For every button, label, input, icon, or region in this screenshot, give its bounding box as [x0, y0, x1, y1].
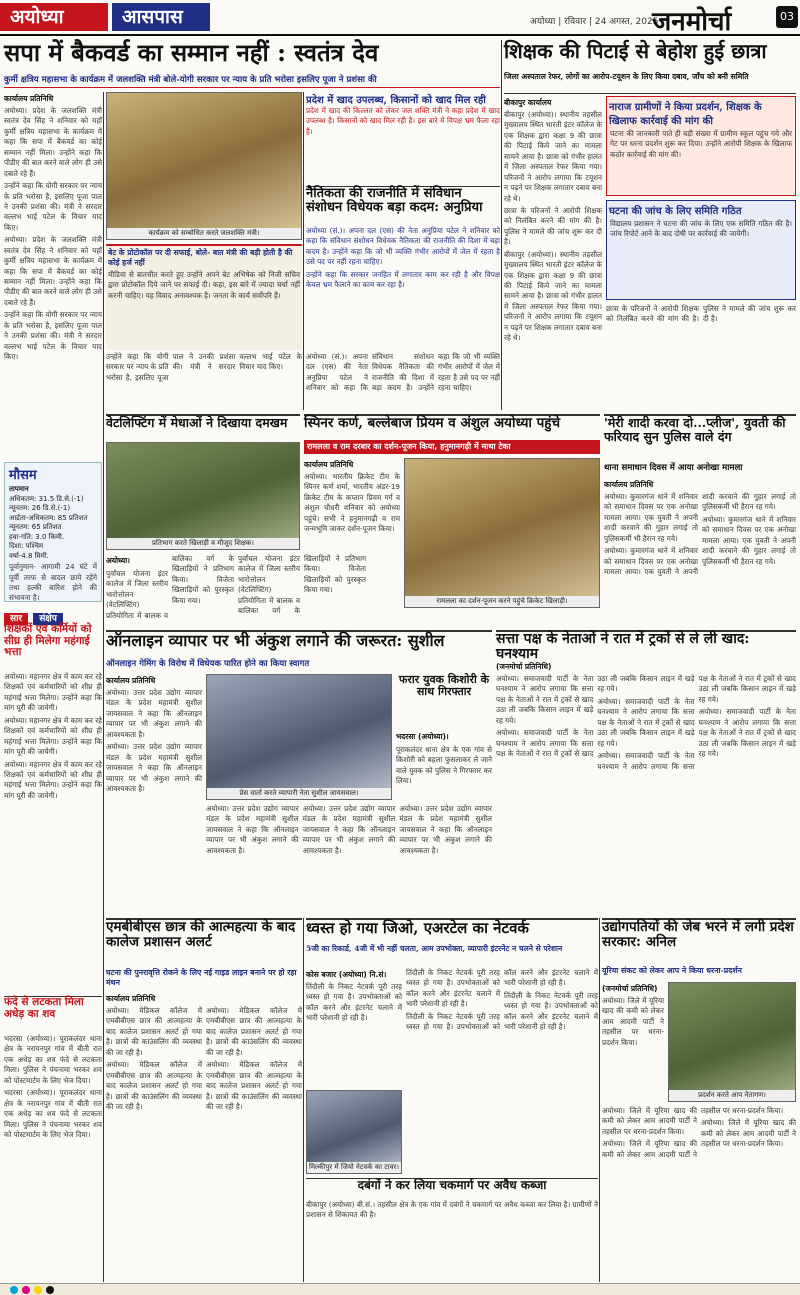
story1-deck-box — [4, 74, 500, 88]
sidebar-body1 — [4, 672, 102, 992]
story1-para2: उन्होंने कहा कि योगी सरकार पर न्याय के प्रति भरोसा है, इसलिए पूजा पाल ने उनकी प्रशंसा की। मंत्री ने सरदार वल्लभ भाई पटेल के विचार याद किए। — [4, 181, 102, 232]
story7-headline[interactable]: 'मेरी शादी करवा दो...प्लीज', युवती की फरियाद सुन पुलिस वाले दंग — [604, 415, 786, 444]
yellow-mark — [34, 1286, 42, 1294]
story12-photo-caption: मिल्कीपुर में जियो नेटवर्क का टावर। — [309, 1163, 399, 1171]
story3-headline[interactable]: प्रदेश में खाद उपलब्ध, किसानों को खाद मिल रही — [306, 95, 486, 106]
weather-row: अधिकतम: 31.5 डि.से.(-1) — [9, 495, 84, 503]
masthead — [0, 0, 800, 36]
sidebar-headline2-box — [4, 996, 102, 1032]
story7-deck-box — [604, 462, 796, 476]
story10-byline: (जनमोर्चा प्रतिनिधि) — [496, 662, 552, 671]
newspaper-brand: जनमोर्चा — [652, 7, 732, 37]
story12-headline-box — [306, 918, 598, 944]
story6-byline: कार्यालय प्रतिनिधि — [304, 460, 354, 469]
story7-headline-box — [604, 414, 796, 460]
story6-text — [304, 458, 400, 626]
story12-photo — [306, 1090, 402, 1174]
story6-photo — [404, 458, 600, 608]
weather-subtitle: तापमान — [9, 485, 29, 493]
story1-note-headline: बेट के प्रोटोकॉल पर दी सफाई, बोले- बात मंत्री की बड़ी होती है की कोई हर्ज नहीं — [108, 248, 293, 267]
story11-para-cont2: अयोध्या। मेडिकल कॉलेज में एमबीबीएस छात्र की आत्महत्या के बाद कालेज प्रशासन अलर्ट हो गया है। छात्रों की काउंसलिंग की व्यवस्था की जा रही है। — [206, 1006, 302, 1057]
story2-deck: जिला अस्पताल रेफर, लोगों का आरोप-टयूशन के लिए किया दबाव, जाँच को बनी समिति — [504, 72, 749, 81]
weather-row: न्यूनतम: 26 डि.से.(-1) — [9, 504, 71, 513]
story8-para-cont2: अयोध्या। उत्तर प्रदेश उद्योग व्यापार मंडल के प्रदेश महामंत्री सुशील जायसवाल ने कहा कि ऑनलाइन व्यापार पर भी अंकुश लगाने की आवश्यकता है। — [206, 804, 299, 855]
sidebar-headline2[interactable]: फंदे से लटकता मिला अधेड़ का शव — [4, 996, 84, 1020]
sidebar-body1-para: अयोध्या। महानगर क्षेत्र में काम कर रहे शिक्षकों एवं कर्मचारियों को शीघ्र ही महंगाई भत्ता मिलेगा। उन्होंने कहा कि मांग पूरी की जायेगी। — [4, 672, 102, 713]
story1-note — [106, 244, 302, 350]
story4-continued: अयोध्या (सं.)। अपना दल (एस) की नेता अनुप्रिया पटेल ने शनिवार को कहा कि संविधान संशोधन विधेयक नैतिकता की राजनीति की दिशा में बड़ा कदम है। उन्होंने कहा कि जो भी व्यक्ति गंभीर आरोपों में जेल में रहता है उसे पद पर नहीं रहना चाहिए। — [306, 352, 500, 393]
story2-col1 — [504, 96, 602, 408]
story7-para-cont2: अयोध्या। कुमारगंज थाने में शनिवार को समाधान दिवस पर एक अनोखा मामला आया। एक युवती ने अपनी शादी करवाने की गुहार लगाई तो पुलिसकर्मी भी हैरान रह गये। — [702, 514, 796, 566]
story12-para-cont2: तिंदौली के निकट नेटवर्क पूरी तरह ध्वस्त हो गया है। उपभोक्ताओं को कॉल करने और इंटरनेट चलाने में भारी परेशानी हो रही है। — [406, 968, 598, 1032]
column-rule — [501, 40, 502, 410]
section-tab-aaspaas[interactable]: आसपास — [112, 3, 210, 31]
story1-para2-cont: उन्होंने कहा कि योगी सरकार पर न्याय के प्रति भरोसा है, इसलिए पूजा पाल ने उनकी प्रशंसा की। मंत्री ने सरदार वल्लभ भाई पटेल के विचार याद किए। — [4, 310, 102, 362]
story2-extra: छात्रा के परिजनों ने आरोपी शिक्षक को निलंबित करने की मांग की है। पुलिस ने मामले की जांच शुरू कर दी है। — [504, 205, 602, 247]
story4-para1: अयोध्या (सं.)। अपना दल (एस) की नेता अनुप्रिया पटेल ने शनिवार को कहा कि संविधान संशोधन विधेयक नैतिकता की राजनीति की दिशा में बड़ा कदम है। उन्होंने कहा कि जो भी व्यक्ति गंभीर आरोपों में जेल में रहता है उसे पद पर नहीं रहना चाहिए। — [306, 226, 500, 267]
magenta-mark — [22, 1286, 30, 1294]
story1-text-col — [4, 92, 102, 458]
story6-headline[interactable]: स्पिनर कर्ण, बल्लेबाज प्रियम व अंशुल अयोध्या पहुंचे — [304, 415, 561, 431]
story2-para-cont: बीकापुर (अयोध्या)। स्थानीय तहसील मुख्यालय स्थित भारती इंटर कॉलेज के एक शिक्षक द्वारा कक्षा 9 की छात्रा की पिटाई किये जाने का मामला सामने आया है। छात्रा को गंभीर हालत में जिला अस्पताल रेफर किया गया। परिजनों ने आरोप लगाया कि टयूशन न पढ़ने पर शिक्षक लगातार दबाव बना रहे थे। — [504, 249, 602, 343]
column-rule — [303, 918, 304, 1282]
weather-row: वर्षा-4.8 मिमी. — [9, 551, 49, 560]
story13-body: बीकापुर (अयोध्या) बी.सं.। तहसील क्षेत्र के एक गांव में दबंगों ने चकमार्ग पर अवैध कब्जा कर लिया है। ग्रामीणों ने प्रशासन से शिकायत की है। — [306, 1200, 598, 1220]
story1-continued: उन्होंने कहा कि योगी सरकार पर न्याय के प्रति भरोसा है, इसलिए पूजा पाल ने उनकी प्रशंसा की। मंत्री ने सरदार वल्लभ भाई पटेल के विचार याद किए। — [106, 352, 302, 382]
story8-para: अयोध्या। उत्तर प्रदेश उद्योग व्यापार मंडल के प्रदेश महामंत्री सुशील जायसवाल ने कहा कि ऑनलाइन व्यापार पर भी अंकुश लगाने की आवश्यकता है। — [106, 688, 202, 739]
story14-para-cont2: अयोध्या। जिले में यूरिया खाद की कमी को लेकर आम आदमी पार्टी ने तहसील पर धरना-प्रदर्शन किया। — [602, 1106, 784, 1159]
story6-photo-caption: रामलला का दर्शन-पूजन करने पहुंचे क्रिकेट खिलाड़ी। — [405, 596, 599, 607]
black-mark — [46, 1286, 54, 1294]
story1-para1: अयोध्या। प्रदेश के जलशक्ति मंत्री स्वतंत्र देव सिंह ने शनिवार को यहाँ कुर्मी क्षत्रिय महासभा के कार्यक्रम में कहा कि सपा में बैकवर्ड का कोई सम्मान नहीं मिला। उन्होंने कहा कि पीडीए की बात करने वाले लोग ही उसे दबाते रहे हैं। — [4, 106, 102, 178]
weather-row: दिशा: पश्चिम — [9, 542, 44, 551]
column-rule — [103, 92, 104, 1282]
sidebar-tag-saar: सार — [4, 613, 28, 625]
sidebar-tag-sankshep: संक्षेप — [33, 613, 63, 625]
story11-para-cont: अयोध्या। मेडिकल कॉलेज में एमबीबीएस छात्र की आत्महत्या के बाद कालेज प्रशासन अलर्ट हो गया है। छात्रों की काउंसलिंग की व्यवस्था की जा रही है। — [106, 1060, 202, 1111]
story8-deck-box — [106, 658, 492, 672]
story5-body — [106, 554, 366, 626]
column-rule — [303, 92, 304, 410]
page-number: 03 — [776, 6, 798, 28]
story11-para: अयोध्या। मेडिकल कॉलेज में एमबीबीएस छात्र की आत्महत्या के बाद कालेज प्रशासन अलर्ट हो गया है। छात्रों की काउंसलिंग की व्यवस्था की जा रही है। — [106, 1006, 202, 1057]
registration-strip — [0, 1283, 800, 1295]
story8-text — [106, 674, 202, 914]
story5-headline[interactable]: वेटलिफ्टिंग में मेधाओं ने दिखाया दमखम — [106, 415, 288, 430]
story10-headline[interactable]: सत्ता पक्ष के नेताओं ने रात में ट्रकों से ले ली खाद: घनश्याम — [496, 631, 750, 663]
sidebar-headline1-box — [4, 624, 102, 670]
story11-body-box — [106, 992, 302, 1282]
story4-headline[interactable]: नैतिकता की राजनीति में संविधान संशोधन विधेयक बड़ा कदम: अनुप्रिया — [306, 186, 483, 216]
story10-headline-box — [496, 630, 796, 663]
story2-byline: बीकापुर कार्यालय — [504, 98, 552, 107]
story14-para: अयोध्या। जिले में यूरिया खाद की कमी को लेकर आम आदमी पार्टी ने तहसील पर धरना-प्रदर्शन किया। — [602, 996, 664, 1047]
section-tab-ayodhya[interactable]: अयोध्या — [0, 3, 108, 31]
weather-box — [4, 462, 102, 602]
column-rule — [599, 918, 600, 1282]
story1-photo-caption: कार्यक्रम को सम्बोधित करते जलशक्ति मंत्री। — [107, 228, 301, 239]
story10-para-cont4: अयोध्या। समाजवादी पार्टी के नेता घनश्याम ने आरोप लगाया कि सत्ता पक्ष के नेताओं ने रात में ट्रकों से खाद उठा ली जबकि किसान लाइन में खड़े रह गये। — [698, 707, 796, 759]
story2-box2 — [606, 200, 796, 300]
story14-continued — [602, 1106, 796, 1282]
story9-headline-box — [396, 674, 492, 728]
story2-box2-title: घटना की जांच के लिए समिति गठित — [609, 206, 742, 217]
story8-continued — [206, 804, 492, 914]
story5-byline: अयोध्या। — [106, 556, 130, 565]
story12-headline[interactable]: ध्वस्त हो गया जिओ, एअरटेल का नेटवर्क — [306, 919, 529, 937]
story11-headline-box — [106, 918, 302, 968]
story14-deck: यूरिया संकट को लेकर आप ने किया धरना-प्रदर्शन — [602, 966, 742, 975]
story4-para2: उन्होंने कहा कि सरकार जनहित में लगातार काम कर रही है और विपक्ष केवल भ्रम फैलाने का काम कर रहा है। — [306, 269, 500, 290]
sidebar-body1-cont: अयोध्या। महानगर क्षेत्र में काम कर रहे शिक्षकों एवं कर्मचारियों को शीघ्र ही महंगाई भत्ता मिलेगा। उन्होंने कहा कि मांग पूरी की जायेगी। — [4, 715, 102, 757]
story10-para-cont3: अयोध्या। समाजवादी पार्टी के नेता घनश्याम ने आरोप लगाया कि सत्ता पक्ष के नेताओं ने रात में ट्रकों से खाद उठा ली जबकि किसान लाइन में खड़े रह गये। — [597, 674, 796, 771]
cyan-mark — [10, 1286, 18, 1294]
story8-para-cont: अयोध्या। उत्तर प्रदेश उद्योग व्यापार मंडल के प्रदेश महामंत्री सुशील जायसवाल ने कहा कि ऑनलाइन व्यापार पर भी अंकुश लगाने की आवश्यकता है। — [106, 742, 202, 793]
story11-para-cont3: अयोध्या। मेडिकल कॉलेज में एमबीबीएस छात्र की आत्महत्या के बाद कालेज प्रशासन अलर्ट हो गया है। छात्रों की काउंसलिंग की व्यवस्था की जा रही है। — [206, 1060, 302, 1111]
story8-byline: कार्यालय प्रतिनिधि — [106, 676, 156, 685]
story14-para-cont: अयोध्या। जिले में यूरिया खाद की कमी को लेकर आम आदमी पार्टी ने तहसील पर धरना-प्रदर्शन किया। — [602, 1106, 697, 1136]
story14-deck-box — [602, 966, 796, 980]
story6-para: अयोध्या। भारतीय क्रिकेट टीम के स्पिनर कर्ण शर्मा, भारतीय अंडर-19 क्रिकेट टीम के कप्तान प्रियम गर्ग व अंशुल चौधरी शनिवार को अयोध्या पहुंचे। सभी ने हनुमानगढ़ी व राम जन्मभूमि जाकर दर्शन-पूजन किया। — [304, 472, 400, 534]
story12-deck-box — [306, 944, 598, 966]
story6-deck: रामलला व राम दरबार का दर्शन-पूजन किया, हनुमानगढ़ी में माथा टेका — [304, 440, 600, 454]
story12-text — [306, 968, 402, 1088]
story14-para-cont3: अयोध्या। जिले में यूरिया खाद की कमी को लेकर आम आदमी पार्टी ने तहसील पर धरना-प्रदर्शन किया। — [701, 1118, 796, 1149]
story9-body — [396, 730, 492, 802]
story10-para: अयोध्या। समाजवादी पार्टी के नेता घनश्याम ने आरोप लगाया कि सत्ता पक्ष के नेताओं ने रात में ट्रकों से खाद उठा ली जबकि किसान लाइन में खड़े रह गये। — [496, 674, 594, 725]
story14-photo-caption: प्रदर्शन करते आप नेतागण। — [669, 1090, 795, 1101]
story7-para-cont: अयोध्या। कुमारगंज थाने में शनिवार को समाधान दिवस पर एक अनोखा मामला आया। एक युवती ने अपनी शादी करवाने की गुहार लगाई तो पुलिसकर्मी भी हैरान रह गये। — [604, 492, 796, 577]
story12-byline: कोस बजार (अयोध्या) नि.सं। — [306, 970, 387, 979]
story5-para-cont: पुर्वांचल योजना इंटर कालेज में जिला स्तरीय भारोत्तोलन (वेटलिफ्टिंग) प्रतियोगिता में बालक व बालिका वर्ग के खिलाड़ियों ने प्रतिभाग किया। विजेता खिलाड़ियों को पुरस्कृत किया गया। — [238, 554, 366, 616]
story12-continued — [406, 968, 598, 1174]
story8-para-cont4: अयोध्या। उत्तर प्रदेश उद्योग व्यापार मंडल के प्रदेश महामंत्री सुशील जायसवाल ने कहा कि ऑनलाइन व्यापार पर भी अंकुश लगाने की आवश्यकता है। — [399, 804, 492, 855]
story12-para-cont3: तिंदौली के निकट नेटवर्क पूरी तरह ध्वस्त हो गया है। उपभोक्ताओं को कॉल करने और इंटरनेट चलाने में भारी परेशानी हो रही है। — [504, 990, 598, 1032]
story2-box — [606, 96, 796, 196]
story7-body-box — [604, 478, 796, 628]
story12-para: तिंदौली के निकट नेटवर्क पूरी तरह ध्वस्त हो गया है। उपभोक्ताओं को कॉल करने और इंटरनेट चलाने में भारी परेशानी हो रही है। — [306, 982, 402, 1023]
story8-deck: ऑनलाइन गेमिंग के विरोध में विधेयक पारित होने का किया स्वागत — [106, 659, 310, 669]
story2-para: बीकापुर (अयोध्या)। स्थानीय तहसील मुख्यालय स्थित भारती इंटर कॉलेज के एक शिक्षक द्वारा कक्षा 9 की छात्रा की पिटाई किये जाने का मामला सामने आया है। छात्रा को गंभीर हालत में जिला अस्पताल रेफर किया गया। परिजनों ने आरोप लगाया कि टयूशन न पढ़ने पर शिक्षक लगातार दबाव बना रहे थे। — [504, 110, 602, 203]
story7-byline: कार्यालय प्रतिनिधि — [604, 480, 654, 489]
story2-box-body: घटना की जानकारी पाते ही बड़ी संख्या में ग्रामीण स्कूल पहुंच गये और गेट पर धरना प्रदर्शन शुरू कर दिया। उन्होंने आरोपी शिक्षक के खिलाफ कठोर कार्रवाई की मांग की। — [610, 129, 792, 159]
story5-para: पुर्वांचल योजना इंटर कालेज में जिला स्तरीय भारोत्तोलन (वेटलिफ्टिंग) प्रतियोगिता में बालक व बालिका वर्ग के खिलाड़ियों ने प्रतिभाग किया। विजेता खिलाड़ियों को पुरस्कृत किया गया। — [106, 554, 234, 620]
story3-box — [306, 92, 500, 184]
story1-deck: कुर्मी क्षत्रिय महासभा के कार्यक्रम में जलशक्ति मंत्री बोले-योगी सरकार पर न्याय के प्रति भरोसा इसलिए पूजा ने प्रशंसा की — [4, 75, 377, 85]
story5-photo — [106, 442, 300, 550]
issue-date: अयोध्या | रविवार | 24 अगस्त, 2025 — [530, 17, 659, 27]
story14-byline: (जनमोर्चा प्रतिनिधि) — [602, 984, 658, 993]
story8-headline-box — [106, 630, 492, 658]
story10-body-box — [496, 660, 796, 914]
story8-headline[interactable]: ऑनलाइन व्यापार पर भी अंकुश लगाने की जरूरत: सुशील — [106, 631, 445, 650]
weather-forecast: पूर्वानुमान- आगामी 24 घंटे में पूर्वी तरफ से बादल छाये रहेंगे तथा हल्की बारिश होने की संभावना है। — [9, 562, 97, 603]
story8-photo — [206, 674, 392, 800]
story9-headline[interactable]: फरार युवक किशोरी के साथ गिरफ्तार — [398, 673, 490, 699]
story5-photo-caption: प्रतिभाग करते खिलाड़ी व मौजूद शिक्षक। — [107, 538, 299, 549]
story14-headline[interactable]: उद्योगपतियों की जेब भरने में लगी प्रदेश सरकार: अनिल — [602, 919, 794, 950]
story14-text — [602, 982, 664, 1102]
story11-headline[interactable]: एमबीबीएस छात्र की आत्महत्या के बाद कालेज प्रशासन अलर्ट — [106, 919, 296, 950]
sidebar-body2-para: भदरसा (अयोध्या)। पूराकलंदर थाना क्षेत्र के नरायनपुर गांव में बीती रात एक अधेड़ का शव फंदे से लटकता मिला। पुलिस ने पंचनामा भरकर शव को पोस्टमार्टम के लिए भेज दिया। — [4, 1034, 102, 1085]
story11-deck-box — [106, 968, 302, 990]
weather-row: हवा-गति: 3.0 किमी. — [9, 532, 65, 541]
story1-photo — [106, 92, 302, 240]
sidebar-body2-cont: भदरसा (अयोध्या)। पूराकलंदर थाना क्षेत्र के नरायनपुर गांव में बीती रात एक अधेड़ का शव फंदे से लटकता मिला। पुलिस ने पंचनामा भरकर शव को पोस्टमार्टम के लिए भेज दिया। — [4, 1088, 102, 1139]
story10-para-cont: अयोध्या। समाजवादी पार्टी के नेता घनश्याम ने आरोप लगाया कि सत्ता पक्ष के नेताओं ने रात में ट्रकों से खाद उठा ली जबकि किसान लाइन में खड़े रह गये। — [496, 674, 695, 759]
story7-para: अयोध्या। कुमारगंज थाने में शनिवार को समाधान दिवस पर एक अनोखा मामला आया। एक युवती ने अपनी शादी करवाने की गुहार लगाई तो पुलिसकर्मी भी हैरान रह गये। — [604, 492, 698, 543]
story5-headline-box — [106, 414, 300, 440]
story4-headline-box — [306, 186, 500, 222]
story1-byline: कार्यालय प्रतिनिधि — [4, 94, 54, 103]
story6-headline-box — [304, 414, 600, 440]
story2-continued: छात्रा के परिजनों ने आरोपी शिक्षक को निलंबित करने की मांग की है। पुलिस ने मामले की जांच शुरू कर दी है। — [606, 304, 796, 324]
story2-deck-box — [504, 72, 796, 94]
story14-headline-box — [602, 918, 796, 964]
story2-box2-body: विद्यालय प्रशासन ने घटना की जांच के लिए एक समिति गठित की है। जांच रिपोर्ट आने के बाद दोषी पर कार्रवाई की जायेगी। — [610, 219, 792, 239]
story4-body — [306, 226, 500, 350]
weather-row: न्यूनतम: 65 प्रतिशत — [9, 523, 62, 532]
story11-deck: घटना की पुनरावृत्ति रोकने के लिए नई गाइड लाइन बनाने पर हो रहा मंथन — [106, 968, 297, 987]
story10-para-cont2: अयोध्या। समाजवादी पार्टी के नेता घनश्याम ने आरोप लगाया कि सत्ता पक्ष के नेताओं ने रात में ट्रकों से खाद उठा ली जबकि किसान लाइन में खड़े रह गये। — [597, 696, 695, 748]
story13-headline-box — [306, 1178, 598, 1198]
story7-deck: थाना समाधान दिवस में आया अनोखा मामला — [604, 463, 743, 473]
sidebar-tag — [4, 606, 102, 622]
story12-para-cont: तिंदौली के निकट नेटवर्क पूरी तरह ध्वस्त हो गया है। उपभोक्ताओं को कॉल करने और इंटरनेट चलाने में भारी परेशानी हो रही है। — [406, 968, 500, 1009]
story11-byline: कार्यालय प्रतिनिधि — [106, 994, 156, 1003]
story1-note-body: मीडिया से बातचीत करते हुए उन्होंने अपने बेट अभिषेक को निजी सचिव द्वारा प्रोटोकॉल दिये जाने पर सफाई दी। कहा, इस बारे में ज्यादा चर्चा नहीं करनी चाहिए। यह विवाद अनावश्यक है। जनता के कार्य सर्वोपरि हैं। — [108, 270, 300, 300]
story9-byline: भदरसा (अयोध्या)। — [396, 732, 449, 741]
story2-headline-box — [504, 40, 796, 72]
story8-photo-caption: प्रेस वार्ता करते व्यापारी नेता सुशील जायसवाल। — [207, 788, 391, 799]
story8-para-cont3: अयोध्या। उत्तर प्रदेश उद्योग व्यापार मंडल के प्रदेश महामंत्री सुशील जायसवाल ने कहा कि ऑनलाइन व्यापार पर भी अंकुश लगाने की आवश्यकता है। — [302, 804, 396, 855]
story3-body: प्रदेश में खाद की किल्लत को लेकर जल शक्ति मंत्री ने कहा प्रदेश में खाद उपलब्ध है। किसानों को खाद मिल रही है। इस बारे में विपक्ष भ्रम फैला रहा है। — [306, 106, 500, 136]
story9-para: पूराकलंदर थाना क्षेत्र के एक गांव से किशोरी को बहला फुसलाकर ले जाने वाले युवक को पुलिस ने गिरफ्तार कर लिया। — [396, 744, 492, 786]
story1-headline[interactable]: सपा में बैकवर्ड का सम्मान नहीं : स्वतंत्र देव — [4, 38, 379, 67]
weather-title: मौसम — [9, 468, 37, 483]
story2-box-title: नाराज ग्रामीणों ने किया प्रदर्शन, शिक्षक के खिलाफ कार्रवाई की मांग की — [609, 102, 762, 127]
story1-para1-cont: अयोध्या। प्रदेश के जलशक्ति मंत्री स्वतंत्र देव सिंह ने शनिवार को यहाँ कुर्मी क्षत्रिय महासभा के कार्यक्रम में कहा कि सपा में बैकवर्ड का कोई सम्मान नहीं मिला। उन्होंने कहा कि पीडीए की बात करने वाले लोग ही उसे दबाते रहे हैं। — [4, 235, 102, 307]
story14-photo — [668, 982, 796, 1102]
weather-row: आर्द्रता-अधिकतम: 85 प्रतिशत — [9, 513, 88, 522]
story2-headline[interactable]: शिक्षक की पिटाई से बेहोश हुई छात्रा — [504, 39, 767, 63]
story13-headline[interactable]: दबंगों ने कर लिया चकमार्ग पर अवैध कब्जा — [357, 1178, 547, 1192]
sidebar-body2 — [4, 1034, 102, 1282]
sidebar-body1-cont2: अयोध्या। महानगर क्षेत्र में काम कर रहे शिक्षकों एवं कर्मचारियों को शीघ्र ही महंगाई भत्ता मिलेगा। उन्होंने कहा कि मांग पूरी की जायेगी। — [4, 759, 102, 800]
story12-deck: 5जी का रिकार्ड, 4जी में भी नहीं चलता, आम उपभोक्ता, व्यापारी इंटरनेट न चलने से परेशान — [306, 944, 563, 953]
sidebar-headline1[interactable]: शिक्षकों एवं कर्मियों को सीघ्र ही मिलेगा महंगाई भत्ता — [4, 623, 92, 659]
story1-headline-box — [4, 40, 500, 74]
